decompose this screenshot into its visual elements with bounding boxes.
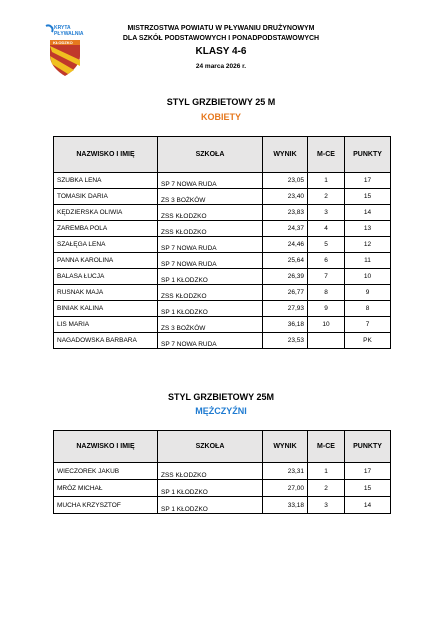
cell-name: BINIAK KALINA bbox=[54, 301, 158, 317]
cell-place: 6 bbox=[308, 253, 345, 269]
col-header-place: M-CE bbox=[308, 431, 345, 463]
cell-name: RUSNAK MAJA bbox=[54, 285, 158, 301]
cell-result: 33,18 bbox=[263, 497, 308, 514]
cell-school: ZS 3 BOŻKÓW bbox=[158, 317, 263, 333]
cell-result: 23,83 bbox=[263, 205, 308, 221]
cell-result: 24,37 bbox=[263, 221, 308, 237]
cell-place: 3 bbox=[308, 205, 345, 221]
cell-place: 4 bbox=[308, 221, 345, 237]
cell-result: 23,31 bbox=[263, 463, 308, 480]
cell-result: 24,46 bbox=[263, 237, 308, 253]
cell-result: 26,77 bbox=[263, 285, 308, 301]
cell-school: SP 7 NOWA RUDA bbox=[158, 173, 263, 189]
cell-result: 36,18 bbox=[263, 317, 308, 333]
logo-text-3: KŁODZKO bbox=[53, 40, 73, 45]
cell-points: 15 bbox=[345, 480, 391, 497]
cell-name: MUCHA KRZYSZTOF bbox=[54, 497, 158, 514]
cell-name: WIECZOREK JAKUB bbox=[54, 463, 158, 480]
header-line-2: DLA SZKÓŁ PODSTAWOWYCH I PONADPODSTAWOWYCH bbox=[122, 35, 320, 42]
table-row bbox=[54, 221, 391, 237]
header-title: KLASY 4-6 bbox=[195, 46, 247, 57]
cell-result: 27,93 bbox=[263, 301, 308, 317]
header-date: 24 marca 2026 r. bbox=[195, 63, 247, 70]
cell-result: 23,53 bbox=[263, 333, 308, 349]
cell-points: 14 bbox=[345, 497, 391, 514]
cell-points: 17 bbox=[345, 463, 391, 480]
cell-points: 12 bbox=[345, 237, 391, 253]
col-header-school: SZKOŁA bbox=[158, 137, 263, 173]
cell-school: SP 7 NOWA RUDA bbox=[158, 237, 263, 253]
cell-place: 8 bbox=[308, 285, 345, 301]
cell-school: ZSS KŁODZKO bbox=[158, 205, 263, 221]
cell-place: 10 bbox=[308, 317, 345, 333]
table-row bbox=[54, 285, 391, 301]
cell-school: SP 1 KŁODZKO bbox=[158, 301, 263, 317]
cell-school: ZS 3 BOŻKÓW bbox=[158, 189, 263, 205]
cell-result: 23,05 bbox=[263, 173, 308, 189]
table-row bbox=[54, 269, 391, 285]
col-header-name: NAZWISKO I IMIĘ bbox=[54, 431, 158, 463]
table-row bbox=[54, 205, 391, 221]
cell-place: 5 bbox=[308, 237, 345, 253]
cell-school: SP 7 NOWA RUDA bbox=[158, 253, 263, 269]
cell-result: 25,64 bbox=[263, 253, 308, 269]
cell-name: PANNA KAROLINA bbox=[54, 253, 158, 269]
col-header-points: PUNKTY bbox=[345, 137, 391, 173]
cell-name: TOMASIK DARIA bbox=[54, 189, 158, 205]
cell-points: 15 bbox=[345, 189, 391, 205]
table-header-row bbox=[54, 137, 391, 173]
cell-name: MRÓZ MICHAŁ bbox=[54, 480, 158, 497]
cell-name: SZUBKA LENA bbox=[54, 173, 158, 189]
col-header-name: NAZWISKO I IMIĘ bbox=[54, 137, 158, 173]
cell-name: ZAREMBA POLA bbox=[54, 221, 158, 237]
cell-place: 1 bbox=[308, 463, 345, 480]
cell-place: 1 bbox=[308, 173, 345, 189]
table-row bbox=[54, 253, 391, 269]
col-header-result: WYNIK bbox=[263, 431, 308, 463]
col-header-place: M-CE bbox=[308, 137, 345, 173]
table-row bbox=[54, 237, 391, 253]
cell-points: PK bbox=[345, 333, 391, 349]
cell-points: 9 bbox=[345, 285, 391, 301]
section2-title: STYL GRZBIETOWY 25M bbox=[167, 392, 275, 402]
cell-place: 3 bbox=[308, 497, 345, 514]
table-row bbox=[54, 480, 391, 497]
cell-points: 17 bbox=[345, 173, 391, 189]
cell-place: 7 bbox=[308, 269, 345, 285]
cell-name: SZAŁĘGA LENA bbox=[54, 237, 158, 253]
col-header-school: SZKOŁA bbox=[158, 431, 263, 463]
table-header-row bbox=[54, 431, 391, 463]
cell-place: 9 bbox=[308, 301, 345, 317]
cell-points: 11 bbox=[345, 253, 391, 269]
cell-school: SP 7 NOWA RUDA bbox=[158, 333, 263, 349]
cell-result: 26,39 bbox=[263, 269, 308, 285]
cell-place: 2 bbox=[308, 480, 345, 497]
cell-points: 10 bbox=[345, 269, 391, 285]
cell-name: BALASA ŁUCJA bbox=[54, 269, 158, 285]
header-line-1: MISTRZOSTWA POWIATU W PŁYWANIU DRUŻYNOWYM bbox=[127, 25, 315, 32]
cell-name: LIS MARIA bbox=[54, 317, 158, 333]
cell-school: ZSS KŁODZKO bbox=[158, 221, 263, 237]
cell-name: NAGADOWSKA BARBARA bbox=[54, 333, 158, 349]
table-row bbox=[54, 317, 391, 333]
results-table-women bbox=[53, 136, 391, 349]
cell-place bbox=[308, 333, 345, 349]
table-row bbox=[54, 333, 391, 349]
cell-place: 2 bbox=[308, 189, 345, 205]
logo-text-1: KRYTA bbox=[54, 25, 71, 31]
logo-text-2: PŁYWALNIA bbox=[54, 31, 84, 37]
cell-points: 13 bbox=[345, 221, 391, 237]
table-row bbox=[54, 463, 391, 480]
col-header-result: WYNIK bbox=[263, 137, 308, 173]
cell-school: SP 1 KŁODZKO bbox=[158, 480, 263, 497]
section2-subtitle: MĘŻCZYŹNI bbox=[195, 406, 247, 416]
section1-subtitle: KOBIETY bbox=[200, 112, 241, 122]
cell-school: ZSS KŁODZKO bbox=[158, 463, 263, 480]
cell-points: 14 bbox=[345, 205, 391, 221]
cell-points: 7 bbox=[345, 317, 391, 333]
results-table-men bbox=[53, 430, 391, 514]
table-row bbox=[54, 189, 391, 205]
cell-name: KĘDZIERSKA OLIWIA bbox=[54, 205, 158, 221]
cell-school: SP 1 KŁODZKO bbox=[158, 497, 263, 514]
cell-school: SP 1 KŁODZKO bbox=[158, 269, 263, 285]
table-row bbox=[54, 173, 391, 189]
cell-school: ZSS KŁODZKO bbox=[158, 285, 263, 301]
cell-points: 8 bbox=[345, 301, 391, 317]
table-row bbox=[54, 497, 391, 514]
section1-title: STYL GRZBIETOWY 25 M bbox=[166, 97, 276, 107]
cell-result: 23,40 bbox=[263, 189, 308, 205]
table-row bbox=[54, 301, 391, 317]
col-header-points: PUNKTY bbox=[345, 431, 391, 463]
cell-result: 27,00 bbox=[263, 480, 308, 497]
